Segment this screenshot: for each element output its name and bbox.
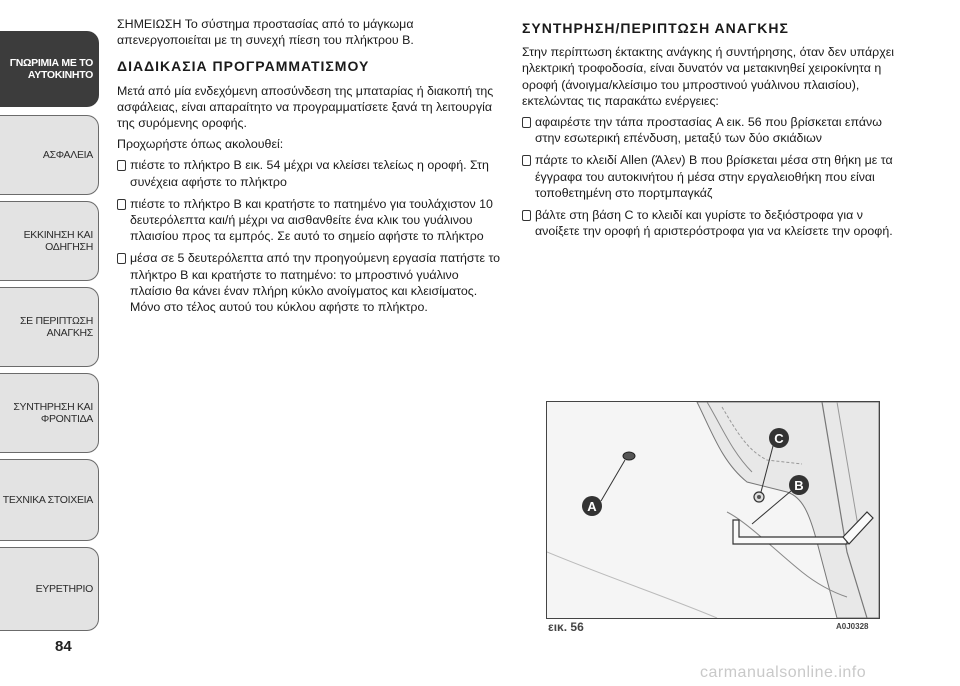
list-item-text: πιέστε το πλήκτρο B εικ. 54 μέχρι να κλείσει τελείως η οροφή. Στη συνέχεια αφήστε το πλήκτρο	[130, 158, 489, 189]
tab-safety[interactable]	[0, 115, 99, 195]
chapter-sidebar	[0, 0, 100, 660]
list-item-text: πιέστε το πλήκτρο B και κρατήστε το πατημένο για τουλάχιστον 10 δευτερόλεπτα και/ή μέχρι να αισθανθείτε ένα κλικ του γυάλινου πλαισίου προς τα εμπρός. Σε αυτό το σημείο αφήστε το πλήκτρο	[130, 196, 493, 244]
roof-illustration	[546, 401, 880, 619]
tab-label: ΕΥΡΕΤΗΡΙΟ	[35, 583, 93, 595]
figure-caption: εικ. 56	[548, 620, 584, 634]
tab-index[interactable]	[0, 547, 99, 631]
section-heading-programming: ΔΙΑΔΙΚΑΣΙΑ ΠΡΟΓΡΑΜΜΑΤΙΣΜΟΥ	[117, 58, 370, 75]
list-item	[522, 114, 910, 146]
note-paragraph: ΣΗΜΕΙΩΣΗ Το σύστημα προστασίας από το μάγκωμα απενεργοποιείται με τη συνεχή πίεση του πλήκτρου B.	[117, 17, 414, 48]
list-item	[522, 207, 910, 239]
tab-label: ΣΥΝΤΗΡΗΣΗ ΚΑΙ ΦΡΟΝΤΙΔΑ	[13, 401, 93, 425]
intro-paragraph: Μετά από μία ενδεχόμενη αποσύνδεση της μπαταρίας ή διακοπή της ασφάλειας, είναι απαραίτητο να προγραμματίσετε ξανά τη λειτουργία της συρόμενης οροφής.	[117, 83, 494, 131]
tab-label: ΕΚΚΙΝΗΣΗ ΚΑΙ ΟΔΗΓΗΣΗ	[23, 229, 93, 253]
checkbox-bullet-icon	[117, 253, 126, 264]
list-item	[117, 250, 502, 315]
tab-getting-to-know[interactable]	[0, 31, 99, 107]
tab-technical-data[interactable]	[0, 459, 99, 541]
proceed-paragraph: Προχωρήστε όπως ακολουθεί:	[117, 137, 284, 152]
callout-b-label: B	[794, 478, 804, 493]
tab-label: ΓΝΩΡΙΜΙΑ ΜΕ ΤΟ ΑΥΤΟΚΙΝΗΤΟ	[9, 57, 93, 81]
sunroof-manual-operation-diagram	[547, 402, 879, 618]
list-item-text: μέσα σε 5 δευτερόλεπτα από την προηγούμενη εργασία πατήστε το πλήκτρο B και κρατήστε το πατημένο: το μπροστινό γυάλινο πλαίσιο θα κάνει έναν πλήρη κύκλο ανοίγματος και κλεισίματος. Μόνο στο τέλος αυτού του κύκλου αφήστε το πλήκτρο.	[130, 251, 501, 315]
tab-label: ΤΕΧΝΙΚΑ ΣΤΟΙΧΕΙΑ	[2, 494, 93, 506]
watermark: carmanualsonline.info	[700, 664, 867, 681]
checkbox-bullet-icon	[522, 155, 531, 166]
checkbox-bullet-icon	[522, 117, 531, 128]
list-item-text: αφαιρέστε την τάπα προστασίας A εικ. 56 που βρίσκεται επάνω στην εσωτερική επένδυση, μεταξύ των δύο σκιάδιων	[535, 115, 882, 146]
list-item-text: βάλτε στη βάση C το κλειδί και γυρίστε το δεξιόστροφα για ν ανοίξετε την οροφή ή αριστερόστροφα για να κλείσετε την οροφή.	[535, 208, 893, 239]
tab-starting-driving[interactable]	[0, 201, 99, 281]
intro-paragraph: Στην περίπτωση έκτακτης ανάγκης ή συντήρησης, όταν δεν υπάρχει ηλεκτρική τροφοδοσία, είναι δυνατόν να μετακινηθεί χειροκίνητα η οροφή (άνοιγμα/κλείσιμο του μπροστινού γυάλινου πλαισίου), εκτελώντας τις παρακάτω ενέργειες:	[522, 45, 895, 108]
checkbox-bullet-icon	[117, 199, 126, 210]
page-number: 84	[55, 638, 72, 655]
right-column	[522, 16, 910, 245]
tab-label: ΑΣΦΑΛΕΙΑ	[42, 149, 93, 161]
callout-c-label: C	[774, 431, 784, 446]
left-column	[117, 16, 502, 321]
figure-code: A0J0328	[836, 622, 869, 631]
list-item	[117, 196, 502, 245]
tab-label: ΣΕ ΠΕΡΙΠΤΩΣΗ ΑΝΑΓΚΗΣ	[19, 315, 93, 339]
checkbox-bullet-icon	[117, 160, 126, 171]
section-heading-maintenance: ΣΥΝΤΗΡΗΣΗ/ΠΕΡΙΠΤΩΣΗ ΑΝΑΓΚΗΣ	[522, 20, 789, 36]
checkbox-bullet-icon	[522, 210, 531, 221]
list-item-text: πάρτε το κλειδί Allen (Άλεν) B που βρίσκεται μέσα στη θήκη με τα έγγραφα του αυτοκινήτου ή μέσα στην εργαλειοθήκη που είναι τοποθετημένη στο πορτμπαγκάζ	[535, 153, 893, 200]
callout-a-label: A	[587, 499, 597, 514]
list-item	[117, 157, 502, 189]
tab-emergency[interactable]	[0, 287, 99, 367]
tab-maintenance[interactable]	[0, 373, 99, 453]
list-item	[522, 152, 910, 201]
